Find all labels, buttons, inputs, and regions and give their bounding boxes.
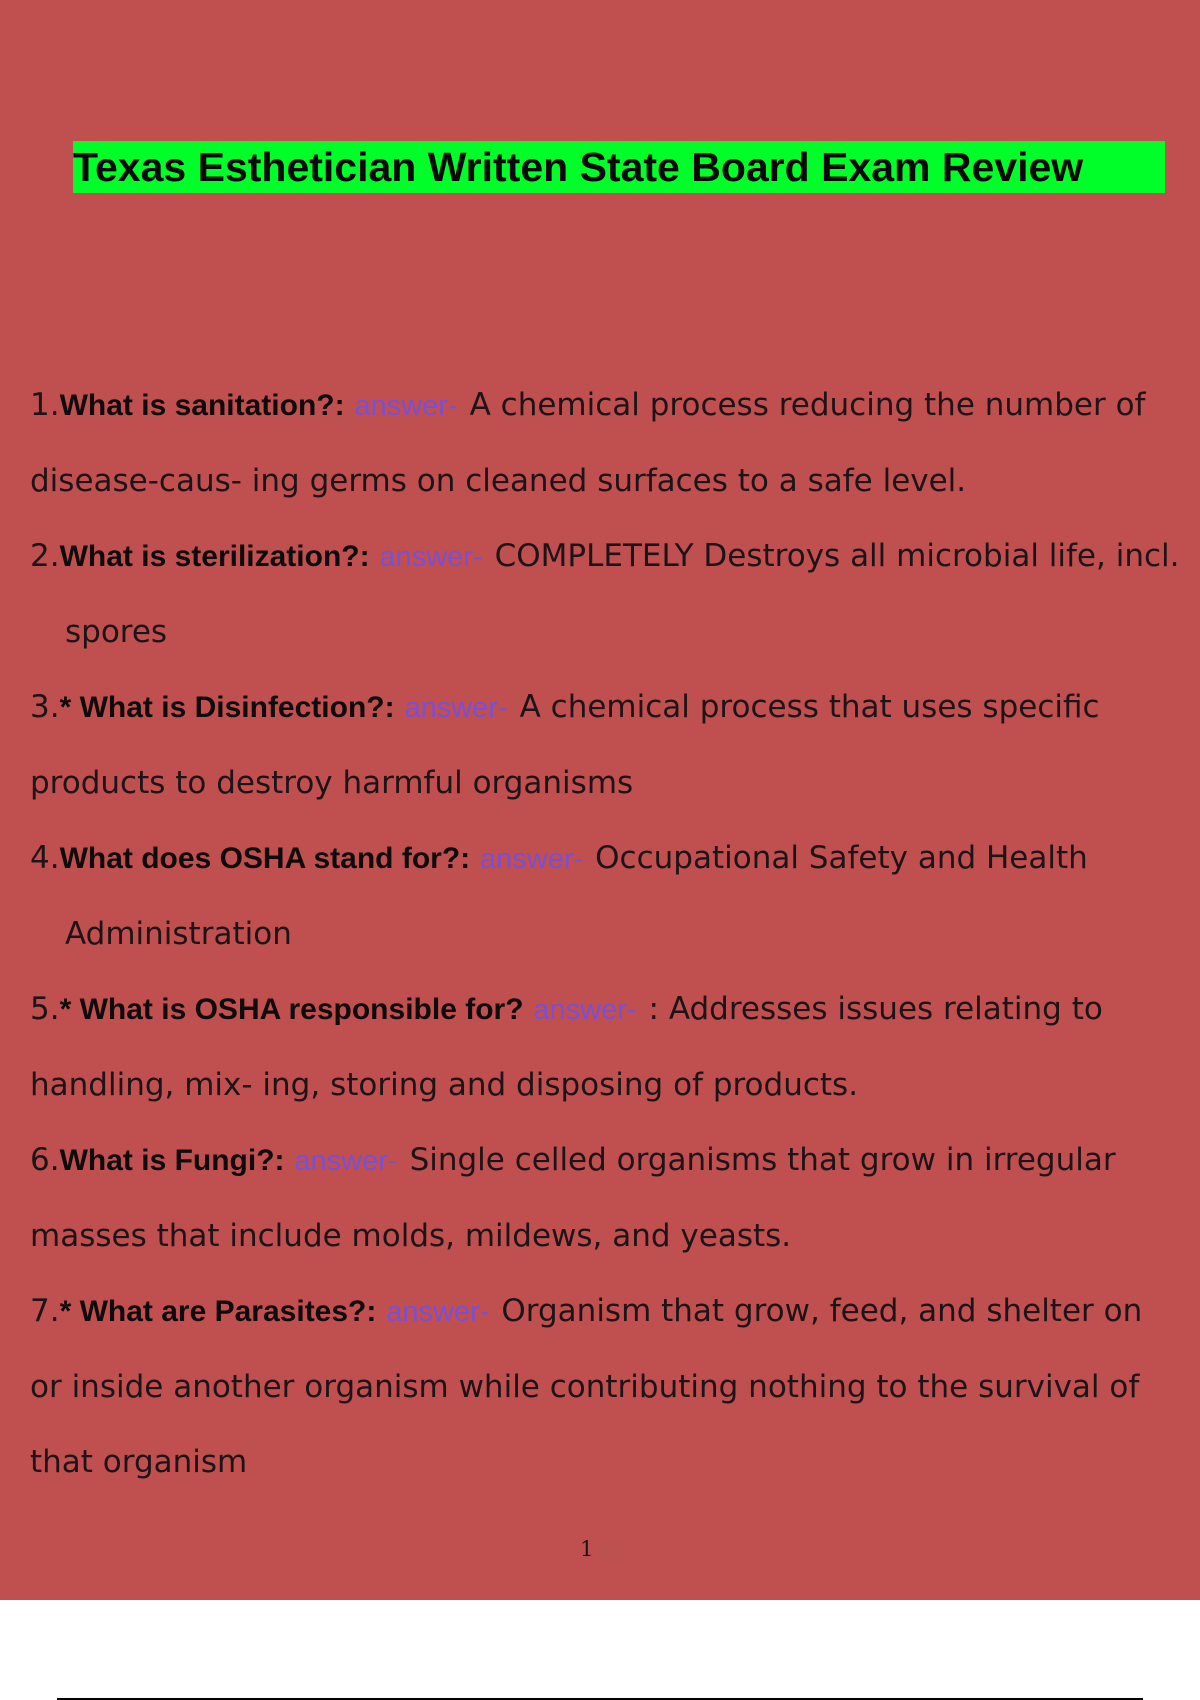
qa-item [30, 821, 1180, 972]
question-text: * What is Disinfection?: [59, 691, 395, 724]
answer-text: A chemical process that uses specific products to destroy harmful organisms [30, 689, 1100, 801]
answer-text: COMPLETELY Destroys all microbial life, incl. spores [65, 538, 1180, 650]
item-number: 1. [30, 387, 60, 423]
qa-item [30, 670, 1180, 821]
page-number [0, 1537, 1200, 1561]
answer-label: answer- [404, 692, 508, 724]
question-text: What is sterilization?: [59, 540, 370, 573]
item-number: 4. [30, 840, 60, 876]
answer-label: answer- [354, 390, 458, 422]
qa-list [30, 368, 1180, 1500]
answer-label: answer- [480, 843, 584, 875]
answer-text: Organism that grow, feed, and shelter on or inside another organism while contributing nothing to the survival of that organism [30, 1293, 1143, 1480]
answer-label: answer- [386, 1296, 490, 1328]
item-number: 2. [30, 538, 60, 574]
question-text: What does OSHA stand for?: [59, 842, 471, 875]
qa-item [30, 1123, 1180, 1274]
qa-item [30, 1274, 1180, 1500]
current-page: 1 [580, 1537, 594, 1561]
qa-item [30, 519, 1180, 670]
answer-text: : Addresses issues relating to handling, mix- ing, storing and disposing of products. [30, 991, 1103, 1103]
item-number: 7. [30, 1293, 60, 1329]
total-pages: 10 [599, 1541, 620, 1560]
answer-label: answer- [379, 541, 483, 573]
answer-text: A chemical process reducing the number of disease-caus- ing germs on cleaned surfaces to a safe level. [30, 387, 1146, 499]
answer-text: Occupational Safety and Health Administration [65, 840, 1088, 952]
answer-label: answer- [533, 994, 637, 1026]
question-text: What is sanitation?: [59, 389, 345, 422]
question-text: * What is OSHA responsible for? [59, 993, 524, 1026]
item-number: 6. [30, 1142, 60, 1178]
item-number: 5. [30, 991, 60, 1027]
question-text: What is Fungi?: [59, 1144, 285, 1177]
item-number: 3. [30, 689, 60, 725]
qa-item [30, 972, 1180, 1123]
document-title: Texas Esthetician Written State Board Exam Review [73, 141, 1165, 193]
answer-label: answer- [294, 1145, 398, 1177]
qa-item [30, 368, 1180, 519]
answer-text: Single celled organisms that grow in irregular masses that include molds, mildews, and yeasts. [30, 1142, 1116, 1254]
question-text: * What are Parasites?: [59, 1295, 377, 1328]
